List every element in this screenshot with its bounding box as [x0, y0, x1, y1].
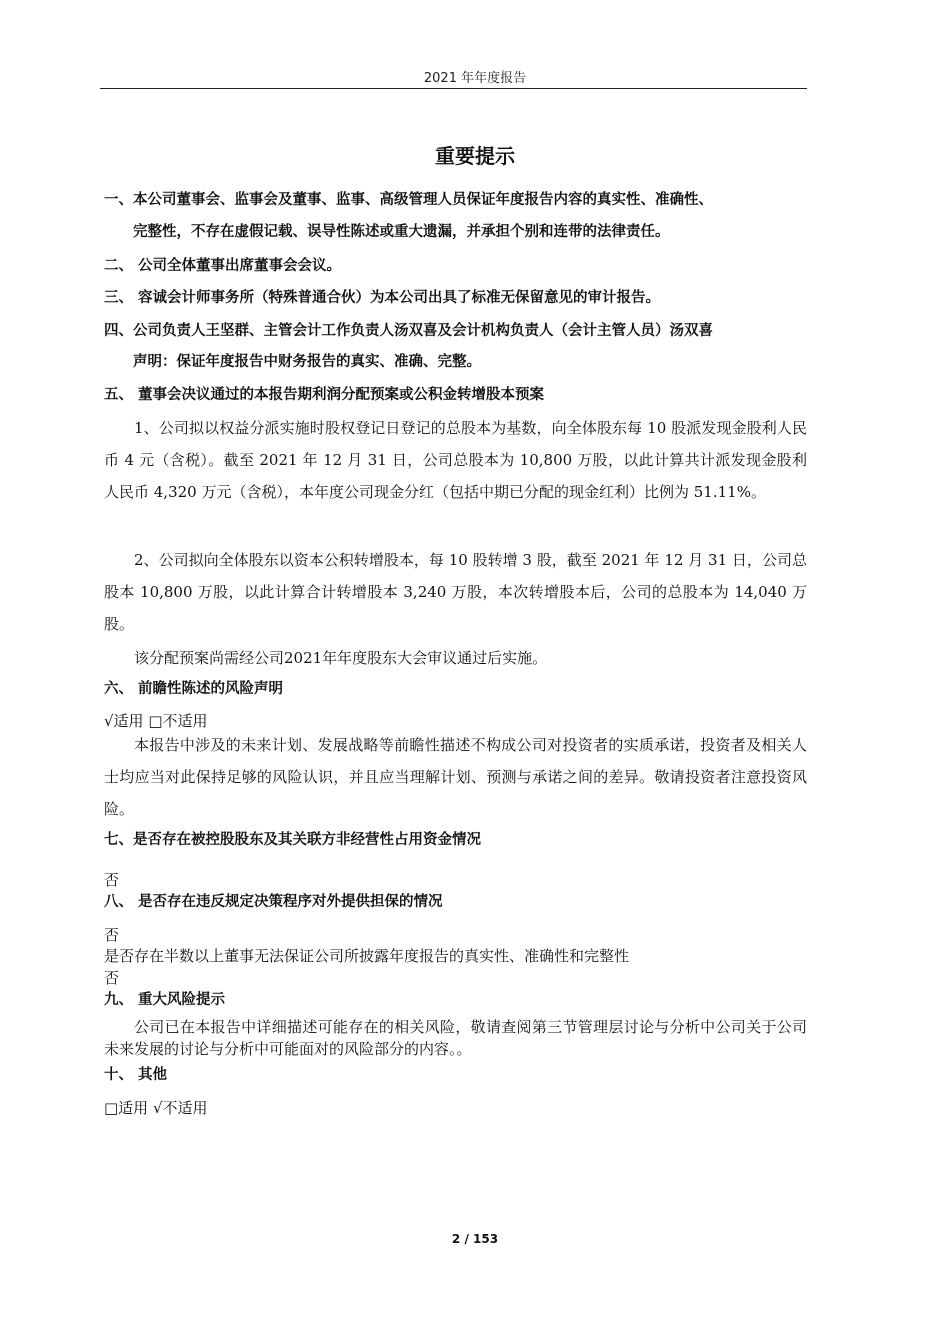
item-five-paragraph-3: 该分配预案尚需经公司2021年年度股东大会审议通过后实施。: [134, 649, 548, 667]
item-six-paragraph: 本报告中涉及的未来计划、发展战略等前瞻性描述不构成公司对投资者的实质承诺，投资者及相关人士均应当对此保持足够的风险认识，并且应当理解计划、预测与承诺之间的差异。敬请投资者注意投资风险。: [104, 736, 807, 818]
item-one-line2: 完整性，不存在虚假记载、误导性陈述或重大遗漏，并承担个别和连带的法律责任。: [133, 224, 670, 240]
item-nine-heading: 九、 重大风险提示: [104, 992, 226, 1008]
item-nine-paragraph: 公司已在本报告中详细描述可能存在的相关风险，敬请查阅第三节管理层讨论与分析中公司关于公司未来发展的讨论与分析中可能面对的风险部分的内容。。: [104, 1018, 807, 1058]
item-four-line2: 声明：保证年度报告中财务报告的真实、准确、完整。: [133, 354, 481, 370]
item-seven-heading: 七、是否存在被控股股东及其关联方非经营性占用资金情况: [104, 832, 481, 848]
item-ten-heading: 十、 其他: [104, 1067, 168, 1083]
item-one-line1: 一、本公司董事会、监事会及董事、监事、高级管理人员保证年度报告内容的真实性、准确性、: [104, 192, 713, 208]
item-five-paragraph-1: 1、公司拟以权益分派实施时股权登记日登记的总股本为基数，向全体股东每 10 股派发现金股利人民币 4 元（含税）。截至 2021 年 12 月 31 日，公司总股本为 10,800 万股，以此计算共计派发现金股利人民币 4,320 万元（含税），本年度公司现金分红（包括中期已分配的现金红利）比例为 51.11%。: [104, 419, 807, 501]
page-number: 2 / 153: [451, 1232, 499, 1246]
half-directors-answer: 否: [104, 969, 120, 987]
item-three: 三、 容诚会计师事务所（特殊普通合伙）为本公司出具了标准无保留意见的审计报告。: [104, 290, 661, 306]
item-ten-applicability: □适用 √不适用: [104, 1099, 208, 1117]
item-six-heading: 六、 前瞻性陈述的风险声明: [104, 681, 284, 697]
item-six-applicability: √适用 □不适用: [104, 712, 208, 730]
item-five-heading: 五、 董事会决议通过的本报告期利润分配预案或公积金转增股本预案: [104, 387, 545, 403]
header-divider: [100, 88, 807, 89]
item-eight-heading: 八、 是否存在违反规定决策程序对外提供担保的情况: [104, 894, 443, 910]
half-directors-question: 是否存在半数以上董事无法保证公司所披露年度报告的真实性、准确性和完整性: [104, 947, 630, 965]
item-eight-answer: 否: [104, 926, 120, 944]
item-five-paragraph-2: 2、公司拟向全体股东以资本公积转增股本，每 10 股转增 3 股，截至 2021 年 12 月 31 日，公司总股本 10,800 万股，以此计算合计转增股本 3,240 万股，本次转增股本后，公司的总股本为 14,040 万股。: [104, 551, 807, 633]
running-header: 2021 年年度报告: [423, 71, 527, 86]
item-four-line1: 四、公司负责人王坚群、主管会计工作负责人汤双喜及会计机构负责人（会计主管人员）汤双喜: [104, 323, 713, 339]
page-title: 重要提示: [435, 144, 515, 168]
item-seven-answer: 否: [104, 871, 120, 889]
item-two: 二、 公司全体董事出席董事会会议。: [104, 258, 342, 274]
